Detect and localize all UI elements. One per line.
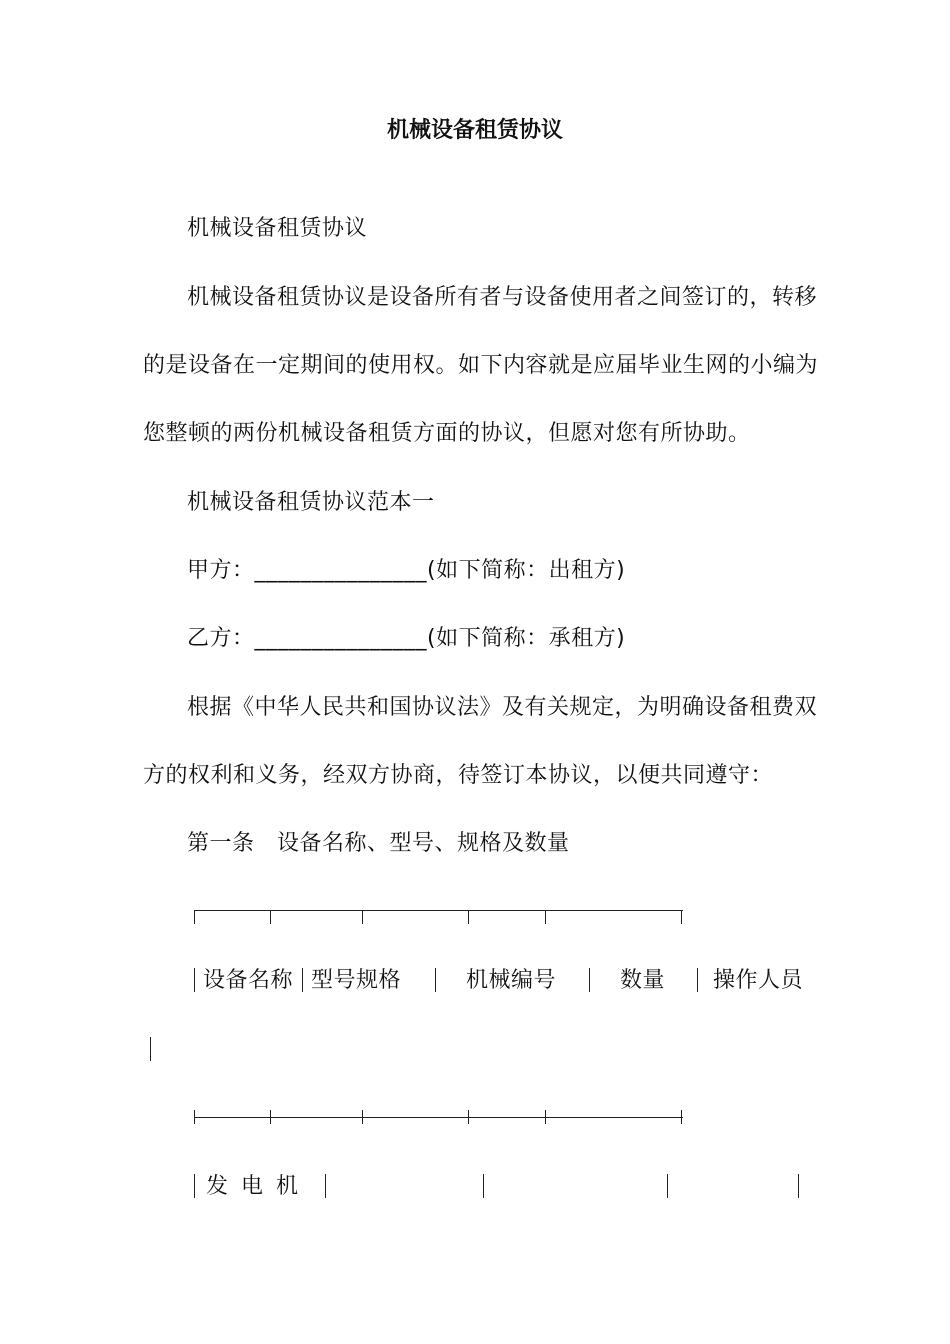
template-heading: 机械设备租赁协议范本一 [187, 490, 435, 515]
basis-line-2: 方的权利和义务，经双方协商，待签订本协议，以便共同遵守： [143, 763, 774, 788]
header-operator: 操作人员 [713, 968, 804, 993]
header-equipment-name: 设备名称 [203, 968, 294, 993]
basis-line-1: 根据《中华人民共和国协议法》及有关规定，为明确设备租费双 [187, 695, 818, 720]
intro-line-2: 的是设备在一定期间的使用权。如下内容就是应届毕业生网的小编为 [143, 353, 819, 378]
header-machine-number: 机械编号 [466, 968, 557, 993]
party-a-line: 甲方：_______________(如下简称：出租方) [187, 558, 626, 583]
cell-equipment-name: 发 电 机 [206, 1174, 301, 1199]
article-1-heading: 第一条 设备名称、型号、规格及数量 [187, 831, 570, 856]
intro-line-3: 您整顿的两份机械设备租赁方面的协议，但愿对您有所协助。 [143, 421, 751, 446]
party-b-line: 乙方：_______________(如下简称：承租方) [187, 626, 626, 651]
subtitle: 机械设备租赁协议 [187, 216, 368, 241]
table-middle-rule [194, 1117, 683, 1133]
intro-line-1: 机械设备租赁协议是设备所有者与设备使用者之间签订的，转移 [187, 285, 818, 310]
header-model-spec: 型号规格 [311, 968, 402, 993]
table-top-rule [194, 910, 683, 926]
document-title: 机械设备租赁协议 [386, 118, 563, 143]
header-quantity: 数量 [620, 968, 666, 993]
